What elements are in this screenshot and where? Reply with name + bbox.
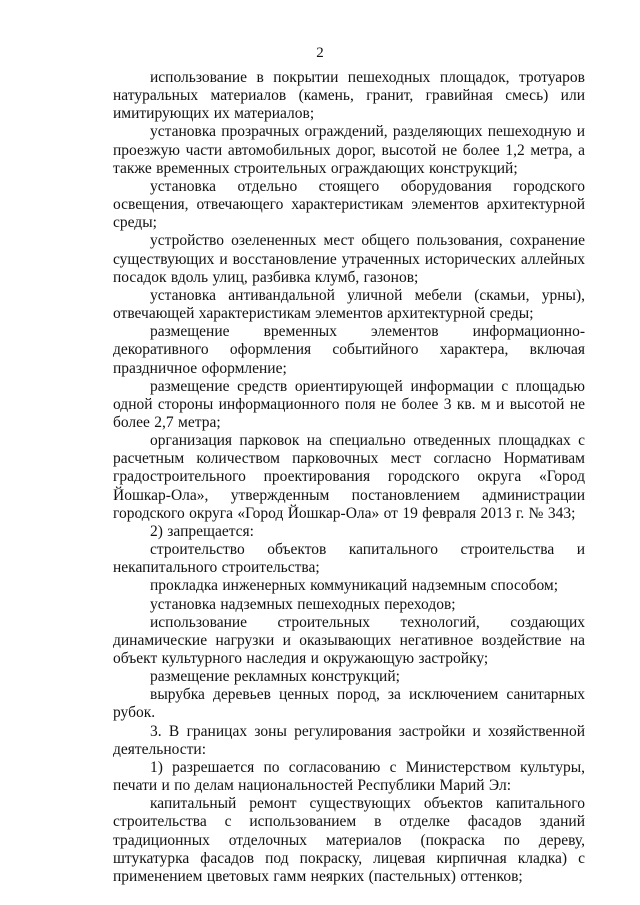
paragraph: прокладка инженерных коммуникаций надземным способом; [150,577,559,595]
paragraph: устройство озелененных мест общего пользования, сохранение существующих и восстановление утраченных исторических аллейных посадок вдоль улиц, разбивка клумб, газонов; [113,232,585,286]
paragraph: 1) разрешается по согласованию с Министерством культуры, печати и по делам национальностей Республики Марий Эл: [113,758,585,795]
paragraph: строительство объектов капитального строительства и некапитального строительства; [113,541,585,577]
paragraph: вырубка деревьев ценных пород, за исключением санитарных рубок. [113,686,585,722]
paragraph: установка прозрачных ограждений, разделяющих пешеходную и проезжую части автомобильных дорог, высотой не более 1,2 метра, а также временных строительных ограждающих конструкций; [113,123,585,177]
paragraph: размещение рекламных конструкций; [150,668,400,686]
paragraph: капитальный ремонт существующих объектов капитального строительства с использованием в отделке фасадов зданий традиционных отделочных материалов (покраска по дереву, штукатурка фасадов под покраску, лицевая кирпичная кладка) с применением цветовых гамм неярких (пастельных) оттенков; [113,795,585,885]
paragraph: 3. В границах зоны регулирования застройки и хозяйственной деятельности: [113,722,585,758]
paragraph: установка надземных пешеходных переходов; [150,595,456,613]
paragraph: организация парковок на специально отведенных площадках с расчетным количеством парковочных мест согласно Нормативам градостроительного проектирования городского округа «Город Йошкар-Ола», утвержденным постановлением администрации городского округа «Город Йошкар-Ола» от 19 февраля 2013 г. № 343; [113,432,585,522]
paragraph: установка отдельно стоящего оборудования городского освещения, отвечающего характеристикам элементов архитектурной среды; [113,177,585,232]
paragraph: использование строительных технологий, создающих динамические нагрузки и оказывающих негативное воздействие на объект культурного наследия и окружающую застройку; [113,613,585,667]
paragraph: использование в покрытии пешеходных площадок, тротуаров натуральных материалов (камень, гранит, гравийная смесь) или имитирующих их материалов; [113,69,585,123]
paragraph: установка антивандальной уличной мебели (скамьи, урны), отвечающей характеристикам элементов архитектурной среды; [113,286,585,323]
paragraph: размещение временных элементов информационно-декоративного оформления событийного характера, включая праздничное оформление; [113,323,585,377]
page-number: 2 [316,45,324,61]
paragraph: размещение средств ориентирующей информации с площадью одной стороны информационного поля не более 3 кв. м и высотой не более 2,7 метра; [113,377,585,431]
document-body [113,69,585,886]
paragraph: 2) запрещается: [150,522,254,540]
